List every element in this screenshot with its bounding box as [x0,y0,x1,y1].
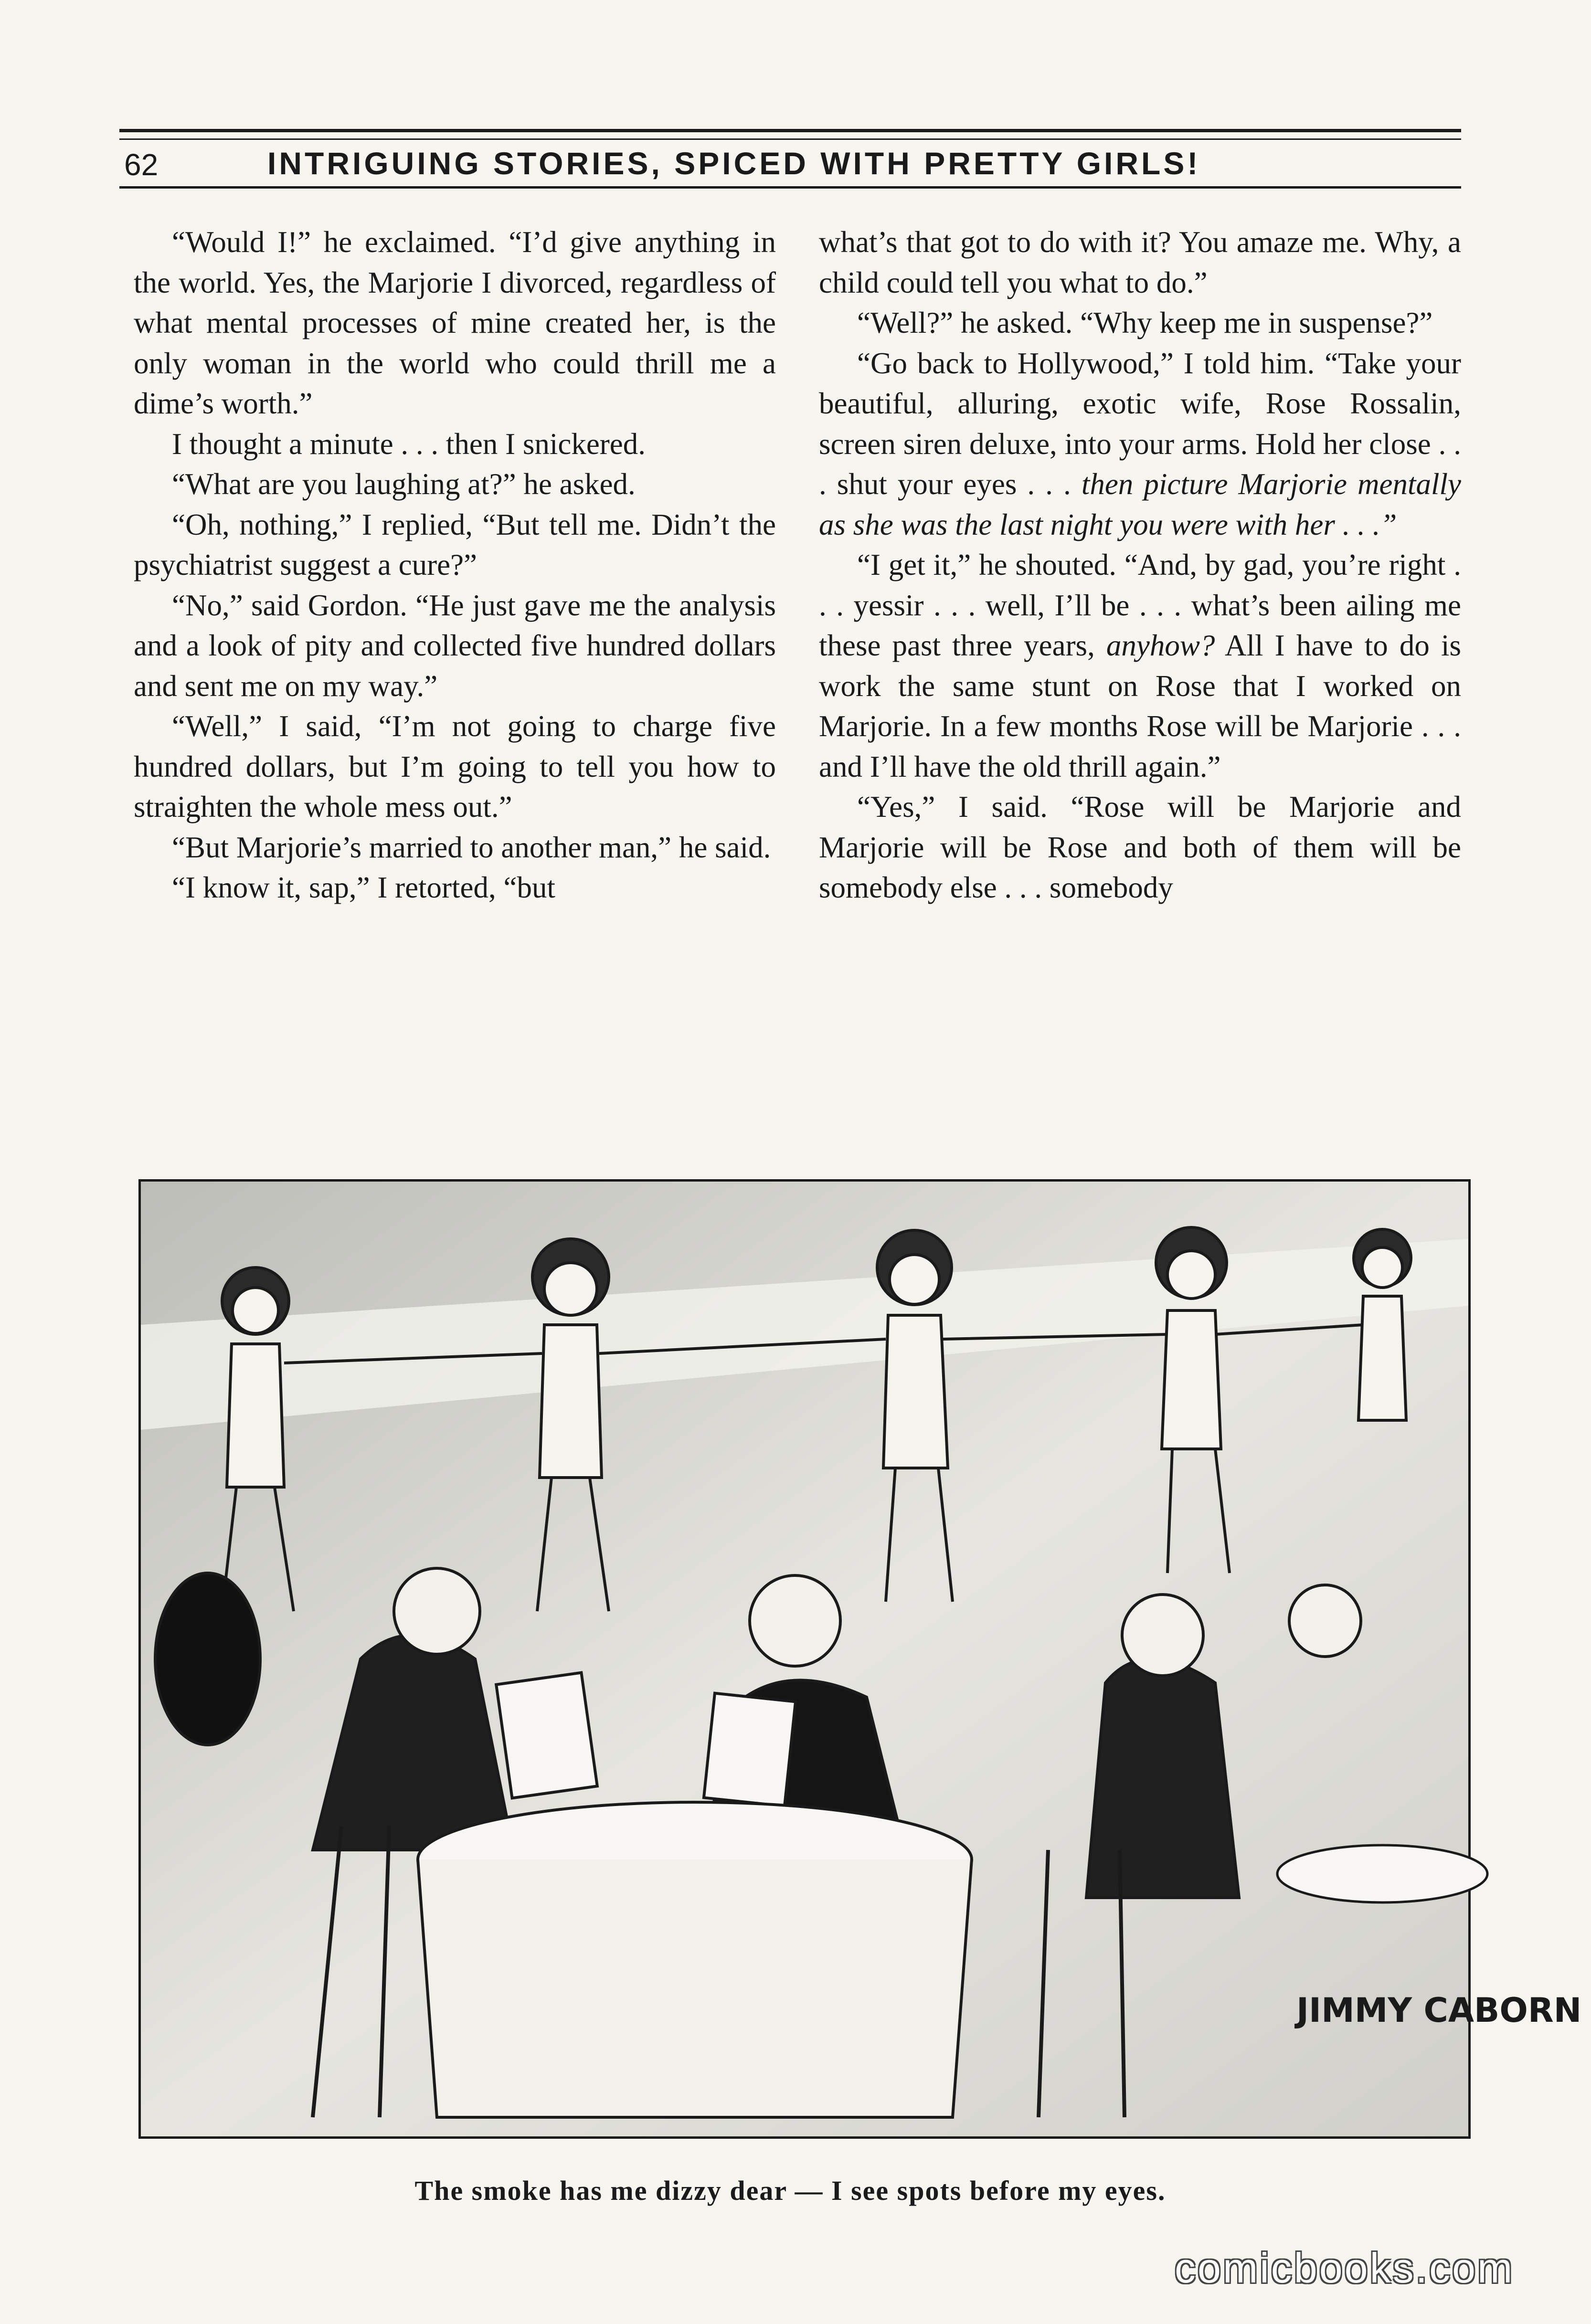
paragraph-text: “I get it,” he shouted. “And, by gad, you’re right . . . yessir . . . well, I’ll be . . . what’s been ailing me these past three years, [819,548,1461,662]
diner-right [1086,1659,1239,1898]
paragraph-italic: anyhow? [1106,629,1215,662]
artist-signature: JIMMY CABORN [1296,1991,1582,2030]
woman-head [394,1568,480,1654]
menu-card [496,1673,597,1798]
paragraph-italic: then picture Marjorie mentally as she was the last night you were with her . . .” [819,467,1461,541]
paragraph: “Well,” I said, “I’m not going to charge five hundred dollars, but I’m going to tell you how to straighten the whole mess out.” [134,709,776,824]
side-table [1277,1845,1487,1902]
paragraph: “Would I!” he exclaimed. “I’d give anything in the world. Yes, the Marjorie I divorced, regardless of what mental processes of mine created her, is the only woman in the world who could thrill me a dime’s worth.” [134,225,776,420]
paragraph: I thought a minute . . . then I snickered. [172,427,646,461]
paragraph: “Yes,” I said. “Rose will be Marjorie and Marjorie will be Rose and both of them will be somebody else . . . somebody [819,790,1461,904]
tablecloth [418,1859,972,2117]
paragraph [819,343,1461,545]
page-header [119,143,1461,186]
paragraph-text: “Go back to Hollywood,” I told him. “Take your beautiful, alluring, exotic wife, Rose Rossalin, screen siren deluxe, into your arms. Hold her close . . . shut your eyes . . . [819,346,1461,501]
running-title: INTRIGUING STORIES, SPICED WITH PRETTY GIRLS! [267,146,1201,181]
menu-card [704,1693,796,1806]
cartoon-drawing [141,1182,1582,2136]
paragraph: “What are you laughing at?” he asked. [172,467,636,501]
cartoon-caption: The smoke has me dizzy dear — I see spots before my eyes. [414,2175,1166,2206]
cartoon-illustration [138,1179,1582,2139]
paragraph [819,545,1461,787]
man-head [750,1575,840,1666]
paragraph: “I know it, sap,” I retorted, “but [172,871,555,904]
paragraph: “No,” said Gordon. “He just gave me the analysis and a look of pity and collected five hundred dollars and sent me on my way.” [134,588,776,703]
page-number: 62 [124,148,159,182]
header-rule-top [119,129,1461,132]
paragraph: “But Marjorie’s married to another man,” he said. [172,830,771,864]
header-rule-bottom [119,186,1461,189]
watermark: comicbooks.com [1175,2244,1515,2292]
text-column-left [134,222,776,1153]
woman-right-head [1289,1585,1361,1657]
paragraph: “Oh, nothing,” I replied, “But tell me. Didn’t the psychiatrist suggest a cure?” [134,507,776,581]
paragraph: what’s that got to do with it? You amaze me. Why, a child could tell you what to do.” [819,225,1461,299]
paragraph-text: All I have to do is work the same stunt on Rose that I worked on Marjorie. In a few months Rose will be Marjorie . . . and I’ll have the old thrill again.” [819,629,1461,783]
text-column-right [819,222,1461,1153]
header-rule-thin [119,138,1461,140]
diner-back [155,1573,260,1745]
diner-right-head [1122,1595,1203,1676]
paragraph: “Well?” he asked. “Why keep me in suspense?” [857,306,1433,339]
